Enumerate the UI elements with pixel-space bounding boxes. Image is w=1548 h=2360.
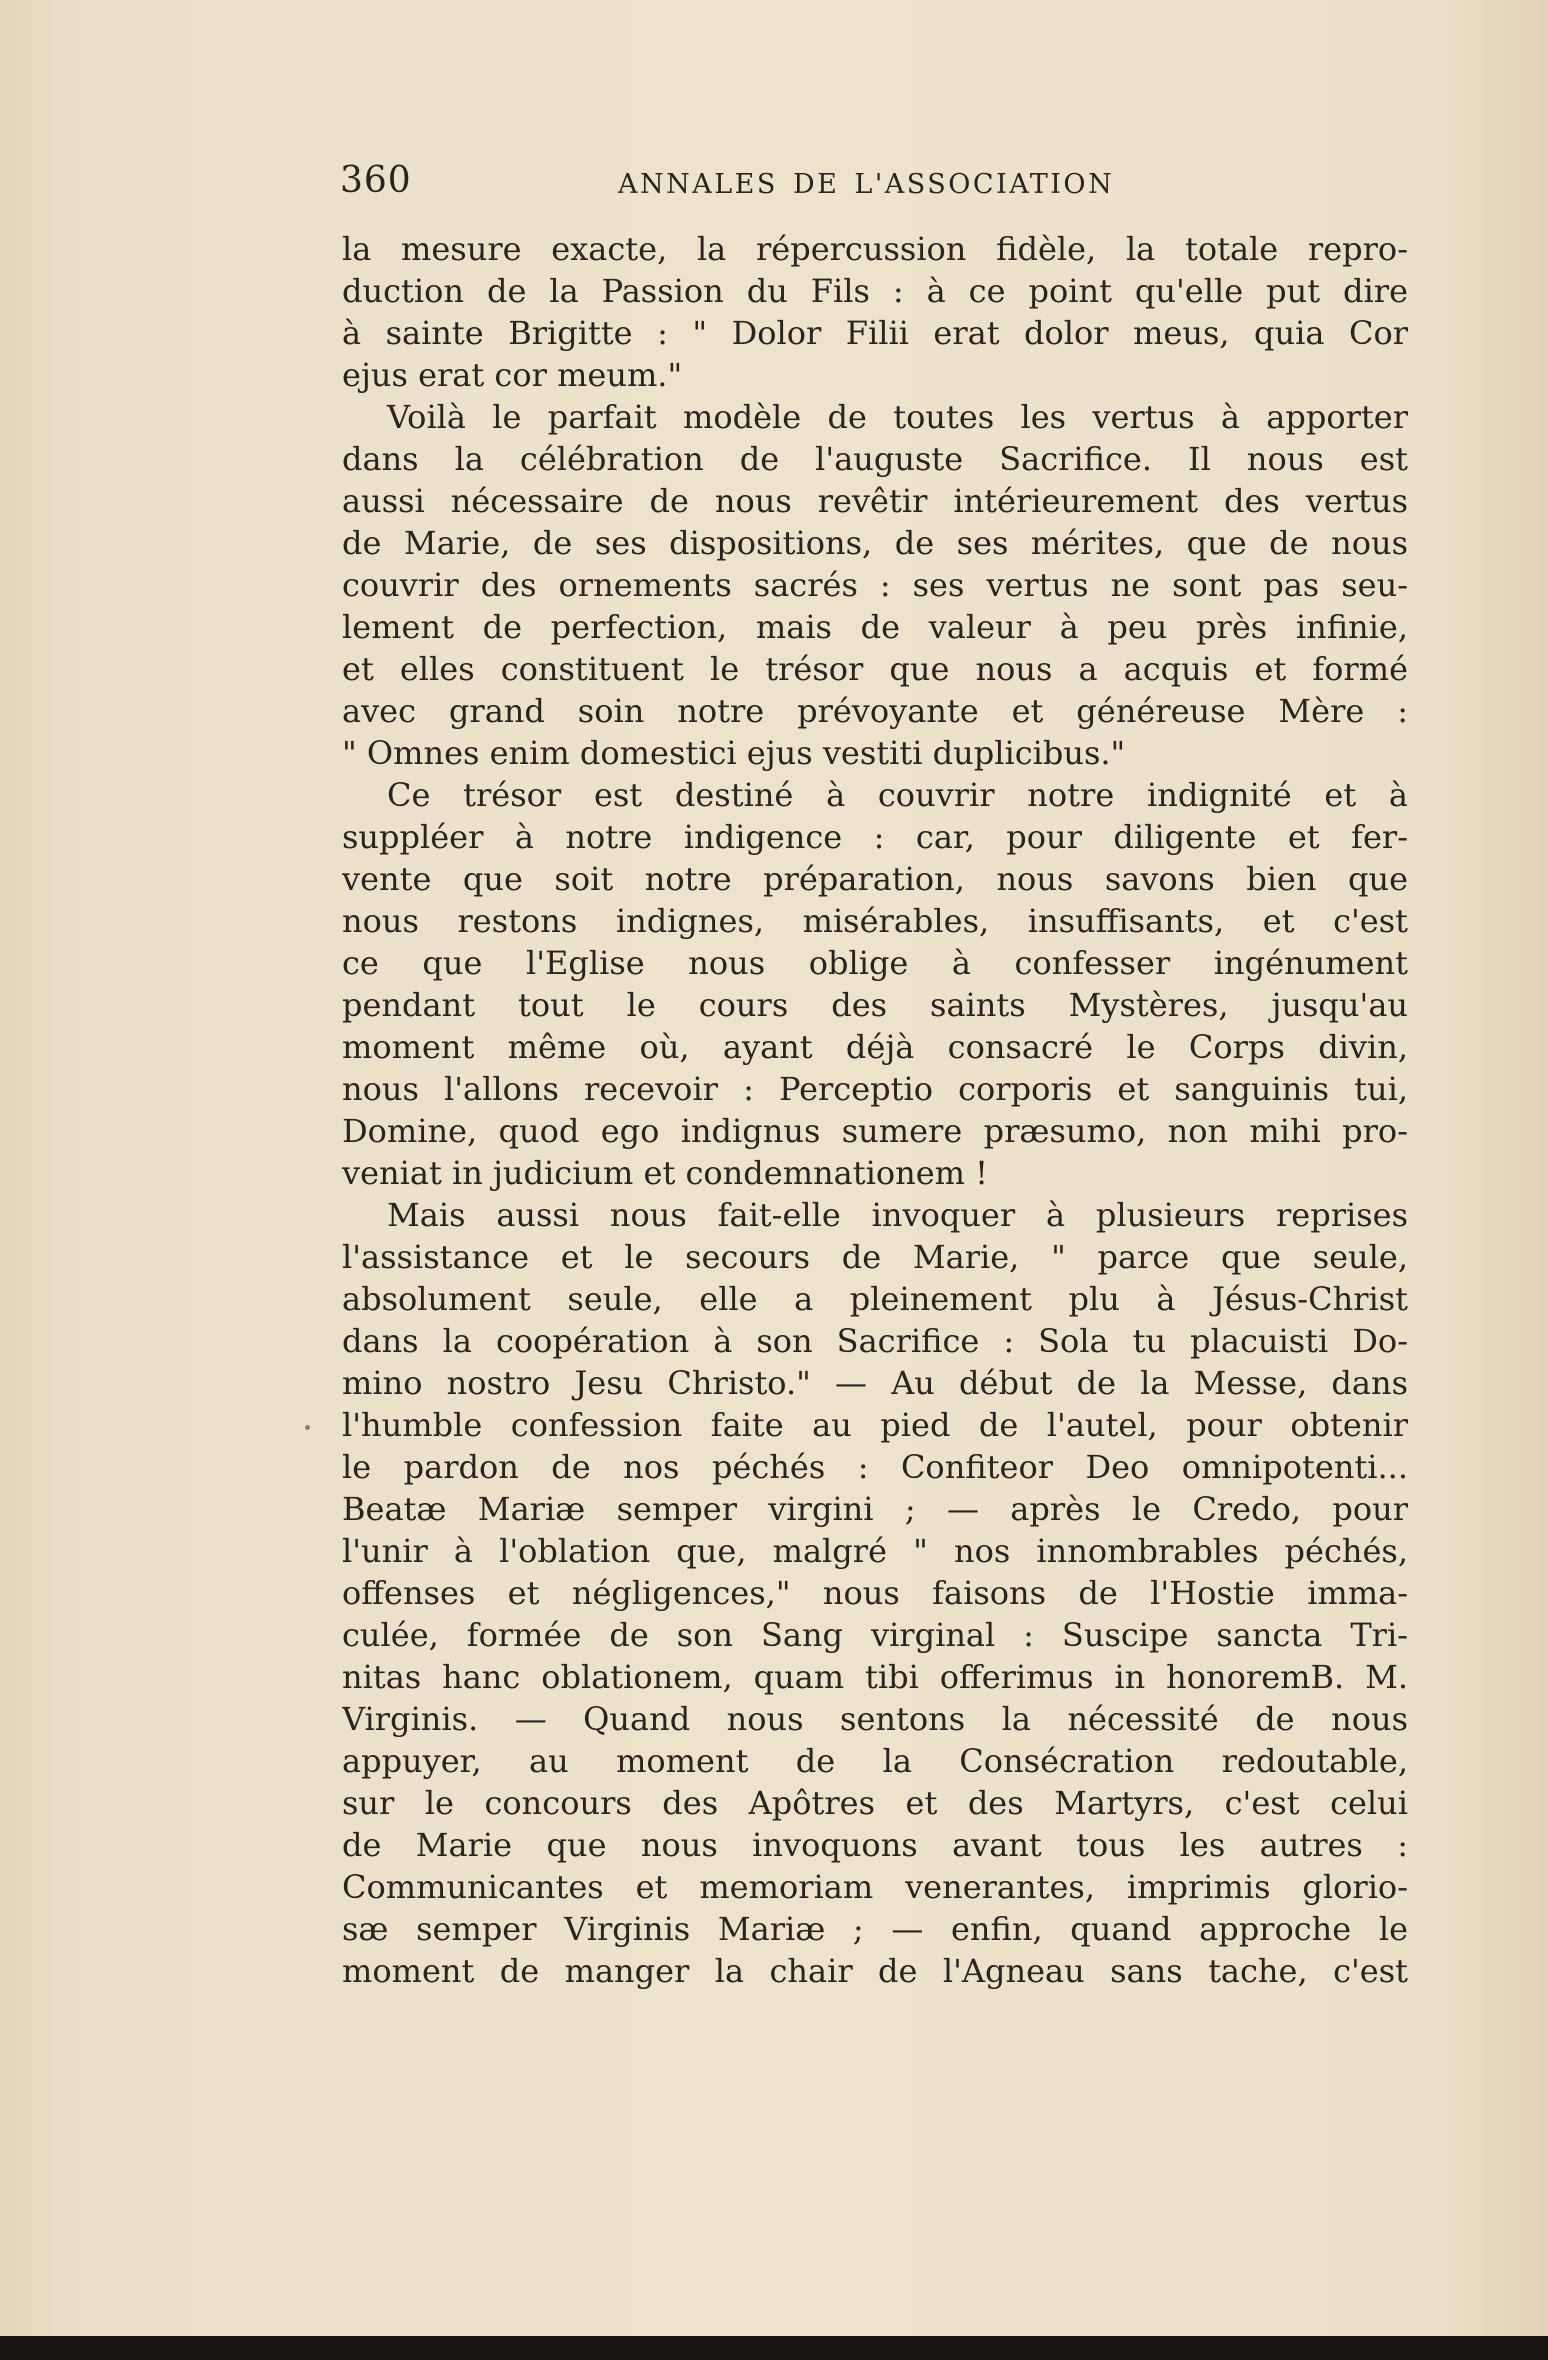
text-line: Virginis. — Quand nous sentons la nécessité de nous bbox=[342, 1700, 1408, 1738]
page-number: 360 bbox=[340, 160, 412, 201]
text-line: la mesure exacte, la répercussion fidèle, la totale repro- bbox=[342, 230, 1408, 268]
page-header bbox=[340, 160, 1410, 210]
text-line: sæ semper Virginis Mariæ ; — enfin, quand approche le bbox=[342, 1910, 1408, 1948]
text-line: avec grand soin notre prévoyante et généreuse Mère : bbox=[342, 692, 1408, 730]
scan-bottom-edge bbox=[0, 2336, 1548, 2360]
text-line: Domine, quod ego indignus sumere præsumo, non mihi pro- bbox=[342, 1112, 1408, 1150]
text-line: Voilà le parfait modèle de toutes les vertus à apporter bbox=[387, 398, 1408, 436]
text-line: l'unir à l'oblation que, malgré " nos innombrables péchés, bbox=[342, 1532, 1408, 1570]
text-line: " Omnes enim domestici ejus vestiti duplicibus." bbox=[342, 734, 1126, 772]
text-line: dans la coopération à son Sacrifice : Sola tu placuisti Do- bbox=[342, 1322, 1408, 1360]
text-line: dans la célébration de l'auguste Sacrifice. Il nous est bbox=[342, 440, 1408, 478]
text-line: mino nostro Jesu Christo." — Au début de la Messe, dans bbox=[342, 1364, 1408, 1402]
text-line: de Marie, de ses dispositions, de ses mérites, que de nous bbox=[342, 524, 1408, 562]
text-line: nitas hanc oblationem, quam tibi offerimus in honoremB. M. bbox=[342, 1658, 1408, 1696]
text-line: ce que l'Eglise nous oblige à confesser ingénument bbox=[342, 944, 1408, 982]
text-line: culée, formée de son Sang virginal : Suscipe sancta Tri- bbox=[342, 1616, 1408, 1654]
text-line: moment de manger la chair de l'Agneau sans tache, c'est bbox=[342, 1952, 1408, 1990]
text-line: le pardon de nos péchés : Confiteor Deo omnipotenti... bbox=[342, 1448, 1408, 1486]
text-line: vente que soit notre préparation, nous savons bien que bbox=[342, 860, 1408, 898]
text-line: lement de perfection, mais de valeur à peu près infinie, bbox=[342, 608, 1408, 646]
text-line: nous restons indignes, misérables, insuffisants, et c'est bbox=[342, 902, 1408, 940]
text-line: pendant tout le cours des saints Mystères, jusqu'au bbox=[342, 986, 1408, 1024]
text-line: offenses et négligences," nous faisons de l'Hostie imma- bbox=[342, 1574, 1408, 1612]
text-line: ejus erat cor meum." bbox=[342, 356, 683, 394]
text-line: moment même où, ayant déjà consacré le Corps divin, bbox=[342, 1028, 1408, 1066]
text-line: suppléer à notre indigence : car, pour diligente et fer- bbox=[342, 818, 1408, 856]
text-line: duction de la Passion du Fils : à ce point qu'elle put dire bbox=[342, 272, 1408, 310]
running-head: ANNALES DE L'ASSOCIATION bbox=[618, 169, 1115, 200]
text-line: de Marie que nous invoquons avant tous les autres : bbox=[342, 1826, 1408, 1864]
text-line: aussi nécessaire de nous revêtir intérieurement des vertus bbox=[342, 482, 1408, 520]
paper-speck bbox=[305, 1425, 310, 1430]
text-line: Ce trésor est destiné à couvrir notre indignité et à bbox=[387, 776, 1408, 814]
text-line: Communicantes et memoriam venerantes, imprimis glorio- bbox=[342, 1868, 1408, 1906]
text-line: sur le concours des Apôtres et des Martyrs, c'est celui bbox=[342, 1784, 1408, 1822]
text-line: l'assistance et le secours de Marie, " parce que seule, bbox=[342, 1238, 1408, 1276]
text-line: à sainte Brigitte : " Dolor Filii erat dolor meus, quia Cor bbox=[342, 314, 1408, 352]
text-line: veniat in judicium et condemnationem ! bbox=[342, 1154, 989, 1192]
text-line: l'humble confession faite au pied de l'autel, pour obtenir bbox=[342, 1406, 1408, 1444]
text-line: Mais aussi nous fait-elle invoquer à plusieurs reprises bbox=[387, 1196, 1408, 1234]
text-line: et elles constituent le trésor que nous a acquis et formé bbox=[342, 650, 1408, 688]
body-text bbox=[342, 228, 1408, 1992]
text-line: Beatæ Mariæ semper virgini ; — après le Credo, pour bbox=[342, 1490, 1408, 1528]
text-line: appuyer, au moment de la Consécration redoutable, bbox=[342, 1742, 1408, 1780]
text-line: couvrir des ornements sacrés : ses vertus ne sont pas seu- bbox=[342, 566, 1408, 604]
text-line: nous l'allons recevoir : Perceptio corporis et sanguinis tui, bbox=[342, 1070, 1408, 1108]
text-line: absolument seule, elle a pleinement plu à Jésus-Christ bbox=[342, 1280, 1408, 1318]
